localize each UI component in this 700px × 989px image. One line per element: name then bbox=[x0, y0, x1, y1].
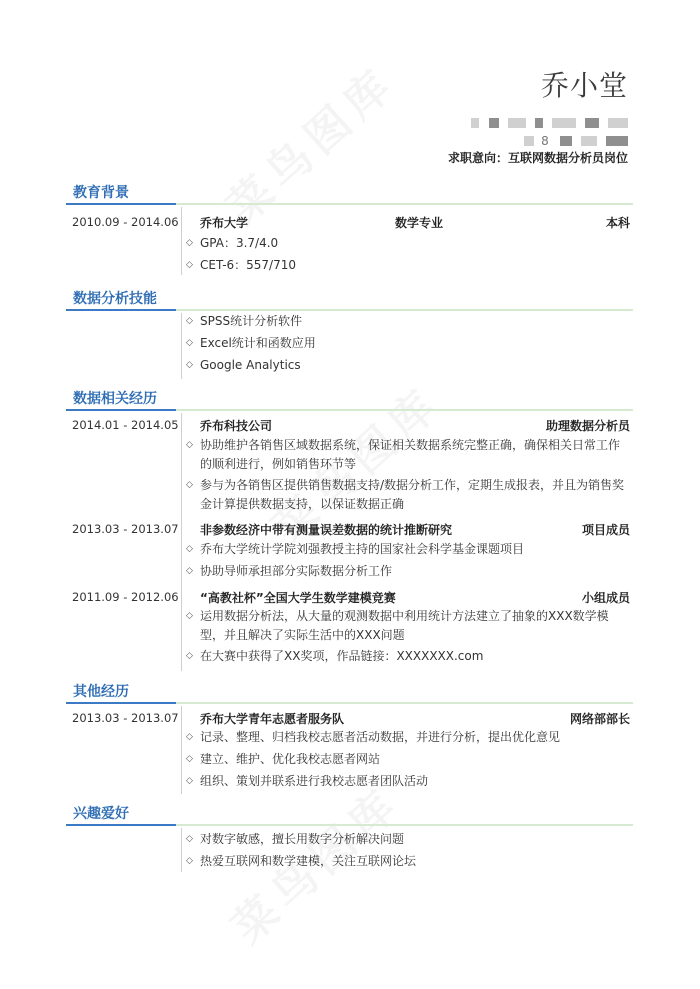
list-item: ◇ CET-6：557/710 bbox=[186, 256, 626, 275]
entry-major: 数学专业 bbox=[395, 216, 444, 230]
section-divider bbox=[66, 309, 633, 311]
candidate-name: 乔小堂 bbox=[540, 69, 628, 102]
section-divider bbox=[66, 824, 633, 826]
contact-line-1 bbox=[467, 112, 628, 124]
list-item: ◇ 记录、整理、归档我校志愿者活动数据，并进行分析，提出优化意见 bbox=[186, 728, 626, 747]
list-item: ◇ 建立、维护、优化我校志愿者网站 bbox=[186, 750, 626, 769]
section-divider bbox=[66, 203, 633, 205]
redacted-text bbox=[585, 118, 599, 128]
diamond-bullet-icon: ◇ bbox=[186, 651, 193, 661]
diamond-bullet-icon: ◇ bbox=[186, 480, 193, 490]
timeline-rule bbox=[181, 413, 182, 671]
diamond-bullet-icon: ◇ bbox=[186, 440, 193, 450]
section-title-other: 其他经历 bbox=[73, 684, 129, 700]
entry-org: “高教社杯”全国大学生数学建模竞赛 bbox=[200, 591, 396, 605]
section-divider bbox=[66, 409, 633, 411]
redacted-text bbox=[524, 136, 534, 146]
diamond-bullet-icon: ◇ bbox=[186, 360, 193, 370]
timeline-rule bbox=[181, 828, 182, 872]
contact-digit: 8 bbox=[541, 133, 549, 148]
list-item: ◇ 乔布大学统计学院刘强教授主持的国家社会科学基金课题项目 bbox=[186, 540, 626, 559]
list-item: ◇ SPSS统计分析软件 bbox=[186, 312, 626, 331]
redacted-text bbox=[535, 118, 543, 128]
list-item: ◇ GPA：3.7/4.0 bbox=[186, 234, 626, 253]
list-item: ◇ 在大赛中获得了XX奖项，作品链接：XXXXXXX.com bbox=[186, 647, 626, 666]
timeline-rule bbox=[181, 706, 182, 794]
redacted-text bbox=[508, 118, 526, 128]
diamond-bullet-icon: ◇ bbox=[186, 260, 193, 270]
list-item: ◇ 参与为各销售区提供销售数据支持/数据分析工作，定期生成报表，并且为销售奖金计算提供数据支持，以保证数据正确 bbox=[186, 478, 625, 511]
diamond-bullet-icon: ◇ bbox=[186, 544, 193, 554]
list-item: ◇ 热爱互联网和数学建模，关注互联网论坛 bbox=[186, 852, 626, 871]
diamond-bullet-icon: ◇ bbox=[186, 566, 193, 576]
entry-date: 2011.09 - 2012.06 bbox=[72, 590, 179, 604]
redacted-text bbox=[560, 136, 572, 146]
watermark bbox=[210, 49, 407, 236]
entry-role: 小组成员 bbox=[581, 591, 630, 605]
diamond-bullet-icon: ◇ bbox=[186, 611, 193, 621]
section-title-hobbies: 兴趣爱好 bbox=[73, 806, 129, 822]
diamond-bullet-icon: ◇ bbox=[186, 754, 193, 764]
redacted-text bbox=[489, 118, 499, 128]
diamond-bullet-icon: ◇ bbox=[186, 834, 193, 844]
redacted-text bbox=[471, 118, 479, 128]
entry-org: 乔布大学青年志愿者服务队 bbox=[200, 712, 345, 726]
list-item: ◇ 对数字敏感，擅长用数字分析解决问题 bbox=[186, 830, 626, 849]
timeline-rule bbox=[181, 313, 182, 379]
section-title-skills: 数据分析技能 bbox=[73, 291, 157, 307]
section-title-experience: 数据相关经历 bbox=[73, 391, 157, 407]
diamond-bullet-icon: ◇ bbox=[186, 238, 193, 248]
section-title-education: 教育背景 bbox=[73, 185, 129, 201]
job-intent: 求职意向：互联网数据分析员岗位 bbox=[447, 151, 628, 165]
entry-date: 2013.03 - 2013.07 bbox=[72, 522, 179, 536]
diamond-bullet-icon: ◇ bbox=[186, 338, 193, 348]
list-item: ◇ Excel统计和函数应用 bbox=[186, 334, 626, 353]
entry-degree: 本科 bbox=[605, 216, 630, 230]
diamond-bullet-icon: ◇ bbox=[186, 732, 193, 742]
entry-role: 网络部部长 bbox=[569, 712, 630, 726]
list-item: ◇ 组织、策划并联系进行我校志愿者团队活动 bbox=[186, 772, 626, 791]
diamond-bullet-icon: ◇ bbox=[186, 856, 193, 866]
contact-line-2 bbox=[520, 130, 628, 148]
redacted-text bbox=[581, 136, 597, 146]
entry-date: 2014.01 - 2014.05 bbox=[72, 418, 179, 432]
entry-role: 项目成员 bbox=[581, 523, 630, 537]
entry-date: 2013.03 - 2013.07 bbox=[72, 711, 179, 725]
section-divider bbox=[66, 702, 633, 704]
list-item: ◇ Google Analytics bbox=[186, 356, 626, 375]
redacted-text bbox=[606, 136, 628, 146]
diamond-bullet-icon: ◇ bbox=[186, 776, 193, 786]
timeline-rule bbox=[181, 207, 182, 275]
entry-org: 乔布大学 bbox=[200, 216, 249, 230]
list-item: ◇ 运用数据分析法，从大量的观测数据中利用统计方法建立了抽象的XXX数学模型，并且解决了实际生活中的XXX问题 bbox=[186, 609, 609, 642]
entry-date: 2010.09 - 2014.06 bbox=[72, 215, 179, 229]
entry-role: 助理数据分析员 bbox=[545, 419, 630, 433]
entry-org: 乔布科技公司 bbox=[200, 419, 273, 433]
list-item: ◇ 协助维护各销售区域数据系统，保证相关数据系统完整正确，确保相关日常工作的顺利进行，例如销售环节等 bbox=[186, 438, 621, 471]
redacted-text bbox=[552, 118, 576, 128]
redacted-text bbox=[608, 118, 628, 128]
list-item: ◇ 协助导师承担部分实际数据分析工作 bbox=[186, 562, 626, 581]
entry-org: 非参数经济中带有测量误差数据的统计推断研究 bbox=[200, 523, 453, 537]
diamond-bullet-icon: ◇ bbox=[186, 316, 193, 326]
